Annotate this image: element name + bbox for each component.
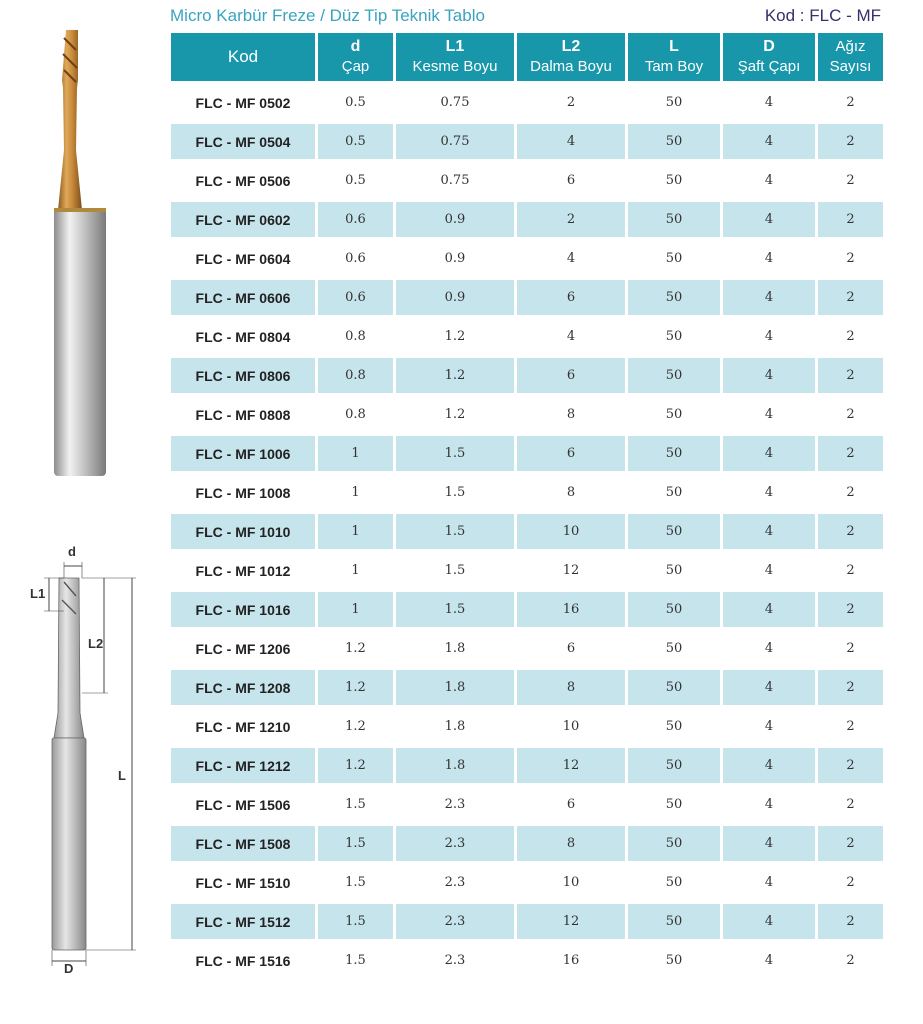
- cell-l1: 2.3: [396, 902, 514, 941]
- cell-flutes: 2: [818, 629, 883, 668]
- cell-shank: 4: [723, 863, 815, 902]
- cell-shank: 4: [723, 473, 815, 512]
- cell-d: 0.8: [318, 395, 393, 434]
- cell-shank: 4: [723, 824, 815, 863]
- dim-l2-label: L2: [88, 636, 104, 651]
- cell-l2: 6: [517, 356, 625, 395]
- cell-flutes: 2: [818, 785, 883, 824]
- cell-l1: 1.8: [396, 746, 514, 785]
- spec-table: [168, 33, 886, 980]
- cell-flutes: 2: [818, 317, 883, 356]
- cell-l: 50: [628, 122, 720, 161]
- cell-flutes: 2: [818, 551, 883, 590]
- cell-l: 50: [628, 395, 720, 434]
- table-row: [171, 434, 883, 473]
- cell-l: 50: [628, 746, 720, 785]
- cell-l2: 6: [517, 278, 625, 317]
- cell-d: 1.2: [318, 746, 393, 785]
- cell-code: FLC - MF 0604: [171, 239, 315, 278]
- cell-l: 50: [628, 902, 720, 941]
- cell-flutes: 2: [818, 941, 883, 980]
- cell-l: 50: [628, 317, 720, 356]
- cell-l1: 0.9: [396, 239, 514, 278]
- cell-shank: 4: [723, 278, 815, 317]
- header-shank: D Şaft Çapı: [723, 33, 815, 83]
- cell-shank: 4: [723, 551, 815, 590]
- cell-l1: 2.3: [396, 863, 514, 902]
- table-row: [171, 317, 883, 356]
- cell-l2: 6: [517, 161, 625, 200]
- cell-code: FLC - MF 0506: [171, 161, 315, 200]
- table-row: [171, 941, 883, 980]
- cell-l2: 10: [517, 863, 625, 902]
- cell-shank: 4: [723, 434, 815, 473]
- cell-l1: 1.5: [396, 512, 514, 551]
- cell-l1: 1.2: [396, 356, 514, 395]
- cell-d: 0.8: [318, 317, 393, 356]
- cell-l1: 2.3: [396, 824, 514, 863]
- cell-d: 0.6: [318, 200, 393, 239]
- cell-code: FLC - MF 1016: [171, 590, 315, 629]
- cell-d: 0.5: [318, 122, 393, 161]
- cell-flutes: 2: [818, 473, 883, 512]
- cell-l2: 12: [517, 902, 625, 941]
- cell-shank: 4: [723, 317, 815, 356]
- cell-shank: 4: [723, 395, 815, 434]
- cell-l2: 12: [517, 746, 625, 785]
- cell-flutes: 2: [818, 122, 883, 161]
- cell-l1: 1.8: [396, 707, 514, 746]
- table-row: [171, 278, 883, 317]
- cell-l: 50: [628, 863, 720, 902]
- cell-shank: 4: [723, 200, 815, 239]
- cell-d: 1.5: [318, 824, 393, 863]
- cell-l1: 2.3: [396, 785, 514, 824]
- dim-l-label: L: [118, 768, 126, 783]
- cell-shank: 4: [723, 83, 815, 122]
- cell-l1: 1.5: [396, 434, 514, 473]
- cell-flutes: 2: [818, 395, 883, 434]
- cell-l2: 6: [517, 434, 625, 473]
- table-row: [171, 590, 883, 629]
- cell-flutes: 2: [818, 512, 883, 551]
- cell-l1: 0.9: [396, 200, 514, 239]
- cell-code: FLC - MF 1010: [171, 512, 315, 551]
- cell-shank: 4: [723, 239, 815, 278]
- header-l1: L1 Kesme Boyu: [396, 33, 514, 83]
- cell-l: 50: [628, 512, 720, 551]
- cell-l2: 8: [517, 668, 625, 707]
- cell-l2: 4: [517, 239, 625, 278]
- cell-flutes: 2: [818, 239, 883, 278]
- cell-code: FLC - MF 1506: [171, 785, 315, 824]
- header-kod: Kod: [171, 33, 315, 83]
- cell-l2: 4: [517, 122, 625, 161]
- cell-code: FLC - MF 1512: [171, 902, 315, 941]
- cell-l: 50: [628, 590, 720, 629]
- cell-d: 0.8: [318, 356, 393, 395]
- cell-flutes: 2: [818, 863, 883, 902]
- cell-l2: 6: [517, 629, 625, 668]
- cell-l1: 0.75: [396, 161, 514, 200]
- table-row: [171, 473, 883, 512]
- cell-d: 1: [318, 551, 393, 590]
- cell-flutes: 2: [818, 83, 883, 122]
- table-row: [171, 551, 883, 590]
- cell-d: 1: [318, 473, 393, 512]
- cell-code: FLC - MF 1208: [171, 668, 315, 707]
- header-l: L Tam Boy: [628, 33, 720, 83]
- table-row: [171, 902, 883, 941]
- cell-d: 1.5: [318, 902, 393, 941]
- cell-shank: 4: [723, 356, 815, 395]
- cell-flutes: 2: [818, 434, 883, 473]
- cell-l: 50: [628, 278, 720, 317]
- cell-code: FLC - MF 1206: [171, 629, 315, 668]
- cell-code: FLC - MF 1510: [171, 863, 315, 902]
- cell-d: 0.5: [318, 83, 393, 122]
- table-row: [171, 707, 883, 746]
- header-flutes: Ağız Sayısı: [818, 33, 883, 83]
- cell-shank: 4: [723, 707, 815, 746]
- cell-l2: 10: [517, 512, 625, 551]
- cell-code: FLC - MF 1012: [171, 551, 315, 590]
- cell-flutes: 2: [818, 746, 883, 785]
- cell-code: FLC - MF 1008: [171, 473, 315, 512]
- table-row: [171, 824, 883, 863]
- cell-d: 0.6: [318, 239, 393, 278]
- cell-l2: 12: [517, 551, 625, 590]
- cell-shank: 4: [723, 590, 815, 629]
- cell-l: 50: [628, 551, 720, 590]
- cell-code: FLC - MF 0808: [171, 395, 315, 434]
- cell-l1: 1.2: [396, 395, 514, 434]
- cell-l: 50: [628, 785, 720, 824]
- cell-shank: 4: [723, 122, 815, 161]
- cell-code: FLC - MF 0804: [171, 317, 315, 356]
- cell-d: 1.5: [318, 785, 393, 824]
- cell-l: 50: [628, 161, 720, 200]
- cell-l: 50: [628, 707, 720, 746]
- cell-shank: 4: [723, 785, 815, 824]
- cell-l: 50: [628, 200, 720, 239]
- cell-l: 50: [628, 434, 720, 473]
- cell-shank: 4: [723, 746, 815, 785]
- cell-flutes: 2: [818, 278, 883, 317]
- cell-l2: 8: [517, 473, 625, 512]
- cell-l: 50: [628, 668, 720, 707]
- cell-flutes: 2: [818, 902, 883, 941]
- cell-d: 1: [318, 512, 393, 551]
- cell-code: FLC - MF 1210: [171, 707, 315, 746]
- cell-l: 50: [628, 629, 720, 668]
- cell-shank: 4: [723, 161, 815, 200]
- cell-d: 0.5: [318, 161, 393, 200]
- cell-l1: 0.75: [396, 83, 514, 122]
- cell-l: 50: [628, 824, 720, 863]
- cell-shank: 4: [723, 668, 815, 707]
- cell-code: FLC - MF 1508: [171, 824, 315, 863]
- cell-d: 1.5: [318, 863, 393, 902]
- cell-shank: 4: [723, 512, 815, 551]
- table-row: [171, 239, 883, 278]
- cell-shank: 4: [723, 902, 815, 941]
- cell-l2: 2: [517, 200, 625, 239]
- table-row: [171, 200, 883, 239]
- cell-flutes: 2: [818, 707, 883, 746]
- dimension-diagram: [24, 538, 154, 978]
- cell-d: 1: [318, 590, 393, 629]
- cell-l1: 0.75: [396, 122, 514, 161]
- cell-l: 50: [628, 473, 720, 512]
- cell-l1: 1.5: [396, 551, 514, 590]
- cell-flutes: 2: [818, 200, 883, 239]
- cell-l2: 8: [517, 824, 625, 863]
- cell-d: 1.2: [318, 668, 393, 707]
- cell-l: 50: [628, 83, 720, 122]
- cell-code: FLC - MF 1212: [171, 746, 315, 785]
- table-row: [171, 356, 883, 395]
- product-code-label: Kod : FLC - MF: [764, 6, 881, 25]
- cell-l2: 16: [517, 590, 625, 629]
- table-row: [171, 161, 883, 200]
- dim-d-shank-label: D: [64, 961, 74, 976]
- table-row: [171, 863, 883, 902]
- header-l2: L2 Dalma Boyu: [517, 33, 625, 83]
- cell-l: 50: [628, 941, 720, 980]
- cell-code: FLC - MF 0504: [171, 122, 315, 161]
- cell-l2: 10: [517, 707, 625, 746]
- cell-l2: 16: [517, 941, 625, 980]
- cell-d: 0.6: [318, 278, 393, 317]
- cell-l1: 1.8: [396, 629, 514, 668]
- cell-l2: 6: [517, 785, 625, 824]
- cell-l2: 2: [517, 83, 625, 122]
- cell-code: FLC - MF 1006: [171, 434, 315, 473]
- cell-flutes: 2: [818, 356, 883, 395]
- cell-l2: 8: [517, 395, 625, 434]
- cell-l1: 1.2: [396, 317, 514, 356]
- cell-flutes: 2: [818, 668, 883, 707]
- cell-l1: 1.5: [396, 590, 514, 629]
- cell-l1: 1.8: [396, 668, 514, 707]
- end-mill-photo: [50, 30, 110, 485]
- cell-shank: 4: [723, 629, 815, 668]
- header-d: d Çap: [318, 33, 393, 83]
- cell-l1: 0.9: [396, 278, 514, 317]
- table-row: [171, 83, 883, 122]
- cell-code: FLC - MF 1516: [171, 941, 315, 980]
- cell-code: FLC - MF 0806: [171, 356, 315, 395]
- cell-l: 50: [628, 356, 720, 395]
- cell-flutes: 2: [818, 161, 883, 200]
- dim-d-label: d: [68, 544, 76, 559]
- dim-l1-label: L1: [30, 586, 46, 601]
- table-row: [171, 512, 883, 551]
- cell-flutes: 2: [818, 590, 883, 629]
- table-row: [171, 746, 883, 785]
- cell-d: 1: [318, 434, 393, 473]
- cell-d: 1.5: [318, 941, 393, 980]
- cell-flutes: 2: [818, 824, 883, 863]
- cell-code: FLC - MF 0502: [171, 83, 315, 122]
- cell-l1: 1.5: [396, 473, 514, 512]
- table-header-row: [171, 33, 883, 83]
- cell-l: 50: [628, 239, 720, 278]
- cell-l2: 4: [517, 317, 625, 356]
- table-row: [171, 122, 883, 161]
- table-row: [171, 395, 883, 434]
- page-title: Micro Karbür Freze / Düz Tip Teknik Tablo: [170, 6, 485, 25]
- table-row: [171, 785, 883, 824]
- cell-shank: 4: [723, 941, 815, 980]
- table-row: [171, 629, 883, 668]
- cell-code: FLC - MF 0606: [171, 278, 315, 317]
- table-row: [171, 668, 883, 707]
- cell-l1: 2.3: [396, 941, 514, 980]
- cell-code: FLC - MF 0602: [171, 200, 315, 239]
- cell-d: 1.2: [318, 707, 393, 746]
- cell-d: 1.2: [318, 629, 393, 668]
